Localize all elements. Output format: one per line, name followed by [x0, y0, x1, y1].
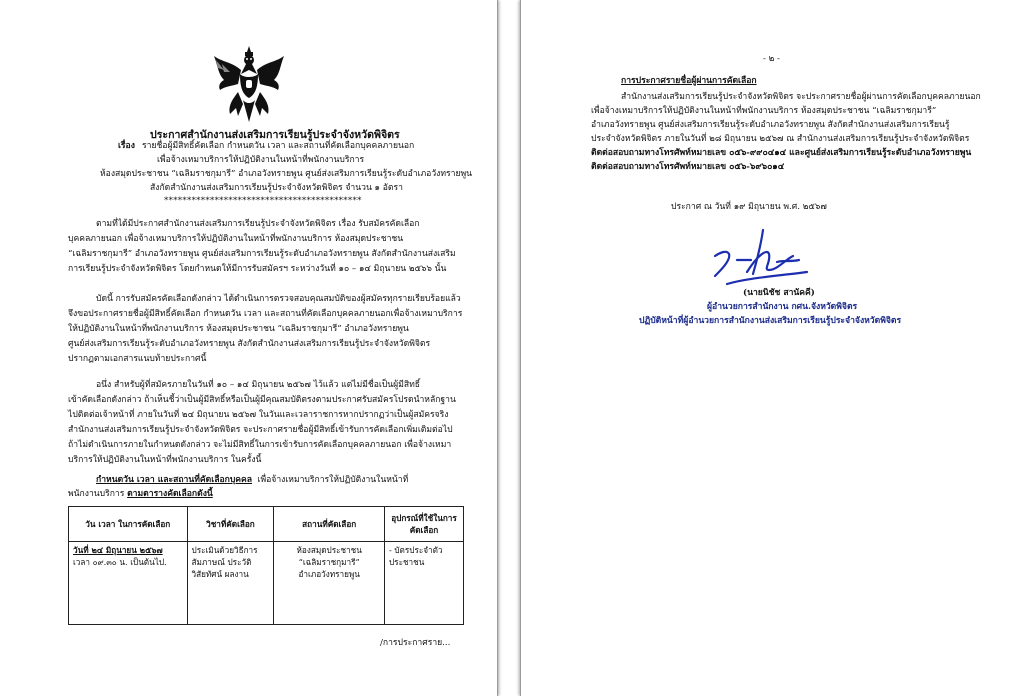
selection-schedule-table: [68, 506, 464, 625]
signer-title: ผู้อำนวยการสำนักงาน กศน.จังหวัดพิจิตร: [707, 302, 858, 312]
results-line-1: สำนักงานส่งเสริมการเรียนรู้ประจำจังหวัดพิจิตร จะประกาศรายชื่อผู้ผ่านการคัดเลือกบุคคลภายนอก: [621, 92, 981, 102]
results-line-6: ติดต่อสอบถามทางโทรศัพท์หมายเลข ๐๕๖-๖๙๖๐๑๔: [591, 162, 785, 172]
table-date: วันที่ ๒๔ มิถุนายน ๒๕๖๗: [73, 545, 163, 555]
table-equipment-line: - บัตรประจำตัว: [388, 545, 443, 555]
table-equipment-line: ประชาชน: [388, 557, 425, 567]
para2-line-2: จึงขอประกาศรายชื่อผู้มีสิทธิ์คัดเลือก กำหนดวัน เวลา และสถานที่คัดเลือกบุคคลภายนอกเพื่อจ้างเหมาบริการ: [68, 309, 463, 319]
signer-role: ปฏิบัติหน้าที่ผู้อำนวยการสำนักงานส่งเสริมการเรียนรู้ประจำจังหวัดพิจิตร: [639, 316, 902, 326]
results-heading: การประกาศรายชื่อผู้ผ่านการคัดเลือก: [621, 76, 757, 86]
table-subject-line: ประเมินด้วยวิธีการ: [191, 545, 258, 555]
subject-line-4: สังกัดสำนักงานส่งเสริมการเรียนรู้ประจำจังหวัดพิจิตร จำนวน ๑ อัตรา: [150, 183, 403, 193]
table-cell-datetime: [69, 542, 188, 625]
document-page-2: [520, 0, 1024, 696]
table-header-datetime: วัน เวลา ในการคัดเลือก: [69, 507, 188, 542]
table-cell-place: [274, 542, 385, 625]
divider-stars: *******************************************: [164, 196, 362, 206]
schedule-heading-line-1: [96, 473, 408, 487]
table-place-line: อำเภอวังทรายพูน: [298, 569, 360, 579]
table-header-equipment: อุปกรณ์ที่ใช้ในการ คัดเลือก: [384, 507, 463, 542]
para1-line-3: “เฉลิมราชกุมารี” อำเภอวังทรายพูน ศูนย์ส่งเสริมการเรียนรู้ระดับอำเภอวังทรายพูน สังกัดสำนักงานส่งเสริม: [68, 249, 456, 259]
results-line-3: อำเภอวังทรายพูน ศูนย์ส่งเสริมการเรียนรู้ระดับอำเภอวังทรายพูน สังกัดสำนักงานส่งเสริมการเรียนรู้: [591, 120, 950, 130]
schedule-line2-plain: พนักงานบริการ: [68, 489, 125, 499]
schedule-line2-bold: ตามตารางคัดเลือกดังนี้: [127, 489, 213, 499]
table-subject-line: วิสัยทัศน์ ผลงาน: [191, 569, 249, 579]
table-row: [69, 542, 464, 625]
para3-line-3: ไปติดต่อเจ้าหน้าที่ ภายในวันที่ ๒๔ มิถุนายน ๒๕๖๗ ในวันและเวลาราชการหากปรากฏว่าเป็นผู้สมัครจริง: [68, 410, 449, 420]
schedule-heading-line-2: [68, 487, 213, 501]
table-time: เวลา ๐๙.๓๐ น. เป็นต้นไป.: [73, 557, 167, 567]
subject-line-2: เพื่อจ้างเหมาบริการให้ปฏิบัติงานในหน้าที่พนักงานบริการ: [157, 155, 365, 165]
para3-line-6: บริการให้ปฏิบัติงานในหน้าที่พนักงานบริการ ในครั้งนี้: [68, 455, 262, 465]
table-place-line: ห้องสมุดประชาชน: [296, 545, 362, 555]
results-line-5: ติดต่อสอบถามทางโทรศัพท์หมายเลข ๐๕๖-๙๙๐๔๑๔ และศูนย์ส่งเสริมการเรียนรู้ระดับอำเภอวังทรายพูน: [591, 148, 972, 158]
para2-line-1: บัดนี้ การรับสมัครคัดเลือกดังกล่าว ได้ดำเนินการตรวจสอบคุณสมบัติของผู้สมัครทุกรายเรียบร้อยแล้ว: [96, 294, 461, 304]
document-page-1: [0, 0, 498, 696]
table-header-row: [69, 507, 464, 542]
para3-line-5: ถ้าไม่ดำเนินการภายในกำหนดดังกล่าว จะไม่มีสิทธิ์ในการเข้ารับการคัดเลือกบุคคลภายนอก เพื่อจ้างเหมา: [68, 440, 452, 450]
para3-line-2: เข้าคัดเลือกดังกล่าว ถ้าเห็นชี้ว่าเป็นผู้มีสิทธิ์หรือเป็นผู้มีคุณสมบัติตรงตามประกาศรับสมัครโปรดนำหลักฐาน: [68, 395, 456, 405]
subject-line-1: รายชื่อผู้มีสิทธิ์คัดเลือก กำหนดวัน เวลา และสถานที่คัดเลือกบุคคลภายนอก: [142, 141, 415, 151]
schedule-heading: กำหนดวัน เวลา และสถานที่คัดเลือกบุคคล: [96, 475, 253, 485]
para1-line-2: บุคคลภายนอก เพื่อจ้างเหมาบริการให้ปฏิบัติงานในหน้าที่พนักงานบริการ ห้องสมุดประชาชน: [68, 234, 404, 244]
table-header-subject: วิชาที่คัดเลือก: [187, 507, 274, 542]
schedule-heading-rest: เพื่อจ้างเหมาบริการให้ปฏิบัติงานในหน้าที่: [257, 475, 409, 485]
page-number: - ๒ -: [763, 54, 780, 64]
para2-line-5: ปรากฏตามเอกสารแนบท้ายประกาศนี้: [68, 354, 207, 364]
para1-line-4: การเรียนรู้ประจำจังหวัดพิจิตร โดยกำหนดให้มีการรับสมัครฯ ระหว่างวันที่ ๑๐ – ๑๔ มิถุนายน ๒๕๖๖ นั้น: [68, 264, 447, 274]
para3-line-1: อนึ่ง สำหรับผู้ที่สมัครภายในวันที่ ๑๐ – ๑๔ มิถุนายน ๒๕๖๗ ไว้แล้ว แต่ไม่มีชื่อเป็นผู้มีสิทธิ์: [96, 380, 421, 390]
results-line-4: ประจำจังหวัดพิจิตร ภายในวันที่ ๒๘ มิถุนายน ๒๕๖๗ ณ สำนักงานส่งเสริมการเรียนรู้ประจำจังหวัดพิจิตร: [591, 134, 970, 144]
results-line-2: เพื่อจ้างเหมาบริการให้ปฏิบัติงานในหน้าที่พนักงานบริการ ห้องสมุดประชาชน “เฉลิมราชกุมารี”: [591, 106, 937, 116]
table-place-line: “เฉลิมราชกุมารี”: [298, 557, 360, 567]
table-cell-equipment: [384, 542, 463, 625]
garuda-emblem-icon: [210, 44, 288, 124]
table-subject-line: สัมภาษณ์ ประวัติ: [191, 557, 252, 567]
announcement-title: ประกาศสำนักงานส่งเสริมการเรียนรู้ประจำจังหวัดพิจิตร: [150, 129, 400, 141]
subject-label: เรื่อง: [118, 141, 135, 151]
para1-line-1: ตามที่ได้มีประกาศสำนักงานส่งเสริมการเรียนรู้ประจำจังหวัดพิจิตร เรื่อง รับสมัครคัดเลือก: [96, 219, 420, 229]
signer-name: (นายนิชัช สานัคคี): [743, 288, 815, 298]
para2-line-3: ให้ปฏิบัติงานในหน้าที่พนักงานบริการ ห้องสมุดประชาชน “เฉลิมราชกุมารี” อำเภอวังทรายพูน: [68, 324, 409, 334]
announce-date: ประกาศ ณ วันที่ ๑๙ มิถุนายน พ.ศ. ๒๕๖๗: [671, 202, 827, 212]
table-cell-subject: [187, 542, 274, 625]
para2-line-4: ศูนย์ส่งเสริมการเรียนรู้ระดับอำเภอวังทรายพูน สังกัดสำนักงานส่งเสริมการเรียนรู้ประจำจังหวัดพิจิตร: [68, 339, 431, 349]
signature-image: [707, 226, 817, 290]
subject-line-3: ห้องสมุดประชาชน “เฉลิมราชกุมารี” อำเภอวังทรายพูน ศูนย์ส่งเสริมการเรียนรู้ระดับอำเภอวังทรายพูน: [100, 169, 473, 179]
page-gap: [498, 0, 520, 696]
table-header-place: สถานที่คัดเลือก: [274, 507, 385, 542]
para3-line-4: สำนักงานส่งเสริมการเรียนรู้ประจำจังหวัดพิจิตร จะประกาศรายชื่อผู้มีสิทธิ์เข้ารับการคัดเลือกเพิ่มเติมต่อไป: [68, 425, 453, 435]
continuation-note: /การประกาศราย...: [380, 638, 451, 648]
